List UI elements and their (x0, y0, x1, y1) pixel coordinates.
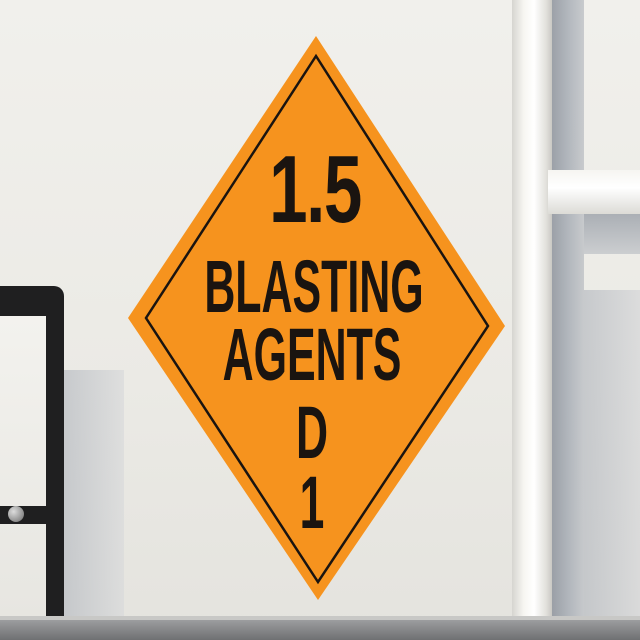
division-number: 1 (299, 461, 325, 544)
hazard-class-number: 1.5 (269, 136, 361, 243)
placard-label-line-1: BLASTING (204, 245, 424, 328)
placard-label-line-2: AGENTS (222, 313, 402, 396)
compatibility-group: D (295, 391, 329, 474)
